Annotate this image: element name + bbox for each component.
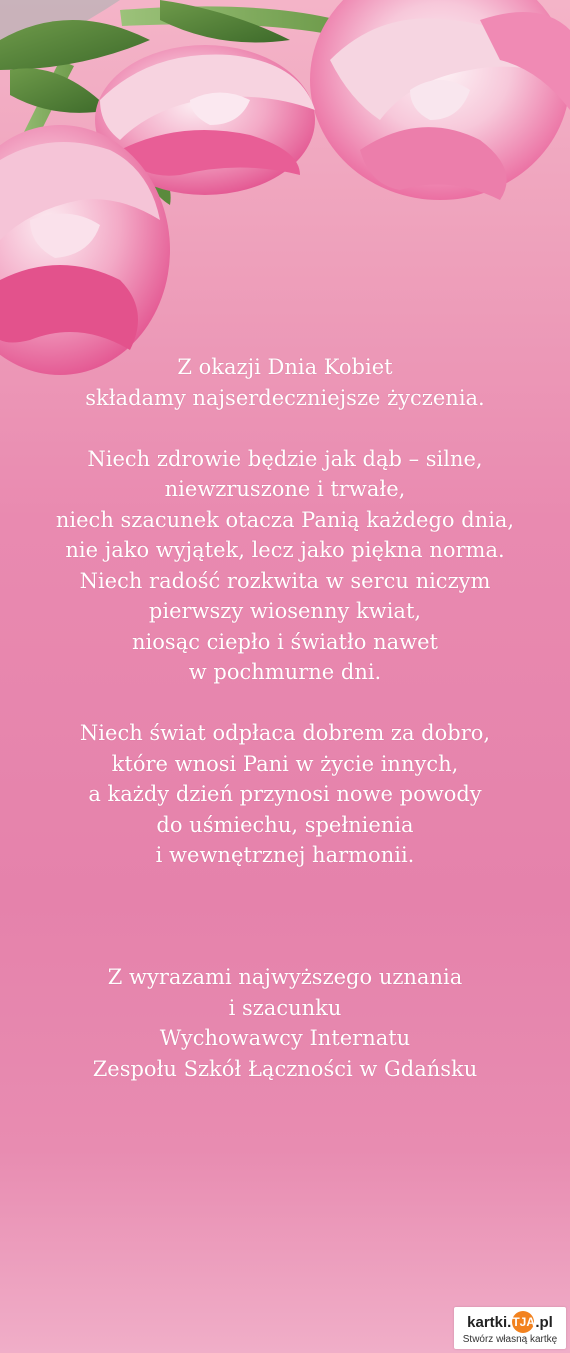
message-line: składamy najserdeczniejsze życzenia. (85, 385, 485, 410)
message-line: niech szacunek otacza Panią każdego dnia, (55, 507, 515, 532)
roses-illustration (0, 0, 570, 390)
message-line: które wnosi Pani w życie innych, (111, 751, 459, 776)
message-line: Niech radość rozkwita w sercu niczym (79, 568, 491, 593)
message-line (0, 901, 570, 932)
message-line: Zespołu Szkół Łączności w Gdańsku (92, 1056, 478, 1081)
message-line: Wychowawcy Internatu (159, 1026, 411, 1050)
message-line (0, 871, 570, 902)
message-line: niosąc ciepło i światło nawet (132, 629, 438, 654)
brand-name-right: .pl (535, 1313, 553, 1331)
message-line (0, 932, 570, 963)
brand-name-left: kartki. (467, 1313, 512, 1331)
leaf (10, 68, 110, 113)
brand-name-mid: TJA (512, 1311, 534, 1333)
message-line: a każdy dzień przynosi nowe powody (88, 782, 482, 806)
message-line: w pochmurne dni. (188, 660, 382, 684)
message-line: pierwszy wiosenny kwiat, (148, 599, 422, 623)
brand-logo (454, 1311, 566, 1333)
message-line: i szacunku (228, 995, 342, 1020)
message-line: niewzruszone i trwałe, (164, 477, 406, 501)
message-line: i wewnętrznej harmonii. (155, 843, 415, 867)
message-line (0, 688, 570, 719)
message-line: Niech zdrowie będzie jak dąb – silne, (87, 446, 483, 471)
message-line: Z wyrazami najwyższego uznania (107, 965, 463, 989)
message-line: nie jako wyjątek, lecz jako piękna norma. (65, 538, 505, 562)
message-line: Z okazji Dnia Kobiet (177, 355, 393, 379)
message-line: do uśmiechu, spełnienia (156, 812, 414, 837)
rose-top-right (310, 0, 570, 200)
kartki-tja-badge[interactable] (454, 1307, 566, 1349)
brand-tagline: Stwórz własną kartkę (462, 1334, 558, 1345)
message-line (0, 413, 570, 444)
message-line: Niech świat odpłaca dobrem za dobro, (79, 721, 491, 745)
greeting-message (0, 352, 570, 1084)
